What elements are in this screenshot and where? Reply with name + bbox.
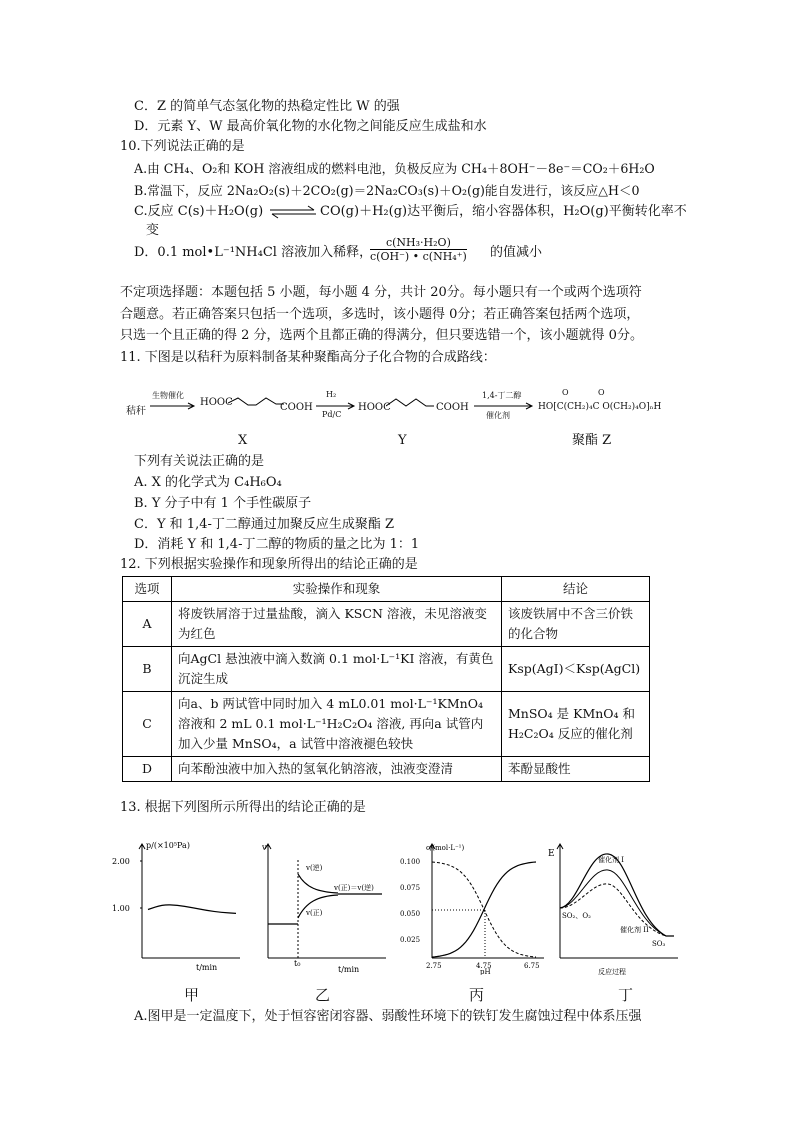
q10-option-c-part1: C.反应 C(s)＋H₂O(g) [134,204,264,219]
tick-label: 0.050 [400,910,421,918]
q11-option-b: B. Y 分子中有 1 个手性碳原子 [134,496,312,511]
y-axis-label: c/(mol·L⁻¹) [426,844,465,852]
instruction-line-2: 合题意。若正确答案只包括一个选项，多选时，该小题得 0分；若正确答案包括两个选项， [120,307,640,322]
x-axis-label: 反应过程 [598,968,626,976]
reverse-rate-curve [298,874,338,893]
reactant-label: SO₂、O₂ [562,912,591,920]
graph-bing [396,840,546,975]
arrow1-label: 生物催化 [152,391,184,400]
tick-label: 4.75 [476,962,492,970]
q10-option-c-part2: CO(g)＋H₂(g)达平衡后，缩小容器体积，H₂O(g)平衡转化率不 [320,204,687,219]
z-formula: HO[C(CH₂)₄C O(CH₂)₄O]ₙH [538,402,662,412]
table-row [123,647,650,692]
q9-option-c: C．Z 的简单气态氢化物的热稳定性比 W 的强 [134,99,400,114]
product-label: SO₃ [652,940,666,948]
equilibrium-label: v(正)＝v(逆) [334,884,374,892]
row-operation: 将废铁屑溶于过量盐酸，滴入 KSCN 溶液，未见溶液变为红色 [172,602,502,647]
q13-stem: 13. 根据下列图所示所得出的结论正确的是 [120,800,366,815]
x-formula-left: HOOC [200,397,233,408]
arrow2-bottom: Pd/C [322,410,342,419]
graph-yi [258,840,388,975]
graph-jia [112,840,242,975]
q10-stem: 10.下列说法正确的是 [120,139,245,154]
scheme-start: 秸秆 [126,406,146,417]
graph-ding [548,840,688,980]
y-axis-label: E [548,849,555,859]
graph-label-bing: 丙 [469,986,485,1004]
catalyst-1-label: 催化剂 I [598,856,624,864]
tick-label: 6.75 [524,962,540,970]
row-option: D [123,757,172,782]
x-formula-right: COOH [280,402,313,413]
catalyst-mid-curve [560,870,666,936]
row-conclusion: 苯酚显酸性 [502,757,650,782]
row-option: B [123,647,172,692]
synthesis-scheme [120,388,680,428]
tick-label: 2.75 [426,962,442,970]
x-chain-icon [228,396,284,410]
reaction-arrow-icon [150,402,196,410]
equilibrium-arrow-icon [268,205,318,219]
x-axis-label: t/min [196,963,218,972]
row-conclusion: MnSO₄ 是 KMnO₄ 和 H₂C₂O₄ 反应的催化剂 [502,692,650,757]
label-z: 聚酯 Z [572,433,612,448]
fraction-numerator: c(NH₃·H₂O) [370,236,467,250]
tick-label: 0.100 [400,858,421,866]
instruction-line-1: 不定项选择题：本题包括 5 小题，每小题 4 分，共计 20分。每小题只有一个或两个选项符 [120,285,642,300]
label-y: Y [398,433,407,448]
reaction-arrow-icon [474,402,534,410]
q11-option-a: A. X 的化学式为 C₄H₆O₄ [134,475,282,490]
y-formula-right: COOH [436,402,469,413]
table-header-row [123,577,650,602]
carbonyl-o-2: O [598,388,605,397]
arrow2-top: H₂ [326,390,337,399]
header-operation: 实验操作和现象 [172,577,502,602]
q12-table [122,576,650,782]
catalyst-1-curve [560,854,674,936]
q10-fraction [370,236,467,263]
reaction-arrow-icon [316,402,356,410]
tick-label: 0.075 [400,884,421,892]
graph-label-jia: 甲 [184,986,200,1004]
q10-option-d-part1: D．0.1 mol•L⁻¹NH₄Cl 溶液加入稀释， [134,245,373,260]
catalyst-2-label: 催化剂 II [620,926,649,934]
reverse-rate-label: v(逆) [306,864,323,872]
y-formula-left: HOOC [358,402,391,413]
q12-stem: 12. 下列根据实验操作和现象所得出的结论正确的是 [120,557,418,572]
table-row [123,692,650,757]
series-line [148,905,236,914]
tick-label: 2.00 [112,857,130,866]
q10-option-d-part2: 的值减小 [490,245,543,260]
carbonyl-o-1: O [562,388,569,397]
q11-sub: 下列有关说法正确的是 [134,454,265,469]
q11-stem: 11. 下图是以秸秆为原料制备某种聚酯高分子化合物的合成路线： [120,350,496,365]
table-row [123,602,650,647]
header-conclusion: 结论 [502,577,650,602]
q11-option-d: D．消耗 Y 和 1,4-丁二醇的物质的量之比为 1：1 [134,537,420,552]
table-row [123,757,650,782]
graph-label-yi: 乙 [315,986,331,1004]
fraction-denominator: c(OH⁻) • c(NH₄⁺) [370,250,467,263]
label-x: X [238,433,248,448]
forward-rate-label: v(正) [306,909,323,917]
x-axis-label: t/min [338,965,360,974]
arrow3-bottom: 催化剂 [486,411,510,420]
arrow3-top: 1,4-丁二醇 [482,391,522,400]
y-axis-label: p/(×10⁵Pa) [146,841,190,850]
tick-label: 0.025 [400,936,421,944]
t0-label: t₀ [294,959,301,968]
q11-option-c: C．Y 和 1,4-丁二醇通过加聚反应生成聚酯 Z [134,517,395,532]
row-operation: 向a、b 两试管中同时加入 4 mL0.01 mol·L⁻¹KMnO₄溶液和 2 mL 0.1 mol·L⁻¹H₂C₂O₄ 溶液, 再向a 试管内加入少量 MnSO₄，a 试管中溶液褪色较快 [172,692,502,757]
row-conclusion: 该废铁屑中不含三价铁的化合物 [502,602,650,647]
row-conclusion: Ksp(AgI)＜Ksp(AgCl) [502,647,650,692]
row-option: C [123,692,172,757]
q10-option-c-part3: 变 [146,223,160,238]
instruction-line-3: 只选一个且正确的得 2 分，选两个且都正确的得满分，但只要选错一个，该小题就得 0分。 [120,328,643,343]
header-option: 选项 [123,577,172,602]
tick-label: 1.00 [112,904,130,913]
row-option: A [123,602,172,647]
y-chain-icon [386,396,434,410]
x-axis-label: pH [480,968,491,975]
q9-option-d: D．元素 Y、W 最高价氧化物的水化物之间能反应生成盐和水 [134,119,487,134]
row-operation: 向AgCl 悬浊液中滴入数滴 0.1 mol·L⁻¹KI 溶液，有黄色沉淀生成 [172,647,502,692]
q13-option-a: A.图甲是一定温度下，处于恒容密闭容器、弱酸性环境下的铁钉发生腐蚀过程中体系压强 [134,1009,642,1024]
row-operation: 向苯酚浊液中加入热的氢氧化钠溶液，浊液变澄清 [172,757,502,782]
q10-option-b: B.常温下，反应 2Na₂O₂(s)＋2CO₂(g)＝2Na₂CO₃(s)＋O₂(g)能自发进行，该反应△H＜0 [134,183,640,198]
graph-label-ding: 丁 [618,986,634,1004]
q10-option-a: A.由 CH₄、O₂和 KOH 溶液组成的燃料电池，负极反应为 CH₄＋8OH⁻－8e⁻＝CO₂＋6H₂O [134,161,655,176]
y-axis-label: v [262,843,267,852]
